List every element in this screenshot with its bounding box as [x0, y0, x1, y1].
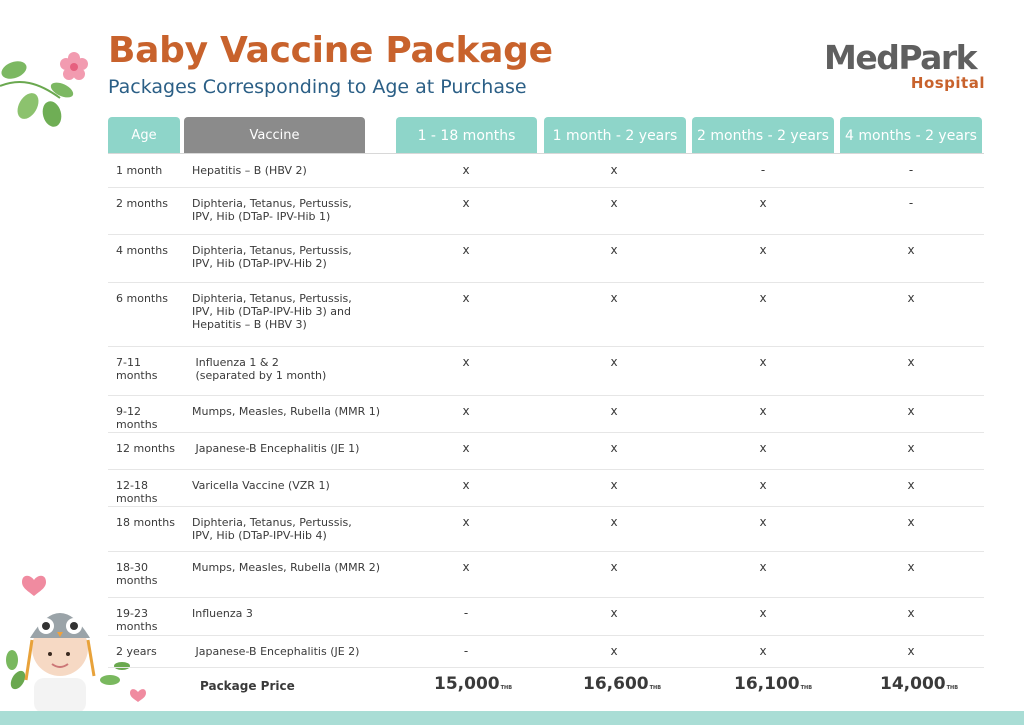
vaccine-cell [192, 244, 352, 270]
vaccine-cell [192, 516, 352, 542]
vaccine-line: IPV, Hib (DTaP-IPV-Hib 2) [192, 257, 327, 270]
price-package-2: 16,600THB [583, 674, 662, 694]
package-mark-1: x [462, 404, 470, 418]
age-line: 7-11 [116, 356, 141, 369]
vaccine-line: IPV, Hib (DTaP-IPV-Hib 3) and [192, 305, 351, 318]
vaccine-line: Mumps, Measles, Rubella (MMR 2) [192, 561, 381, 574]
table-row [108, 551, 984, 598]
vaccine-line: Diphteria, Tetanus, Pertussis, [192, 197, 352, 210]
header-package-4: 4 months - 2 years [840, 117, 982, 153]
price-package-4: 14,000THB [880, 674, 959, 694]
vaccine-cell [192, 356, 326, 382]
age-line: 2 months [116, 197, 168, 210]
age-cell [116, 164, 162, 177]
package-mark-4: x [907, 560, 915, 574]
vaccine-cell [192, 479, 330, 492]
vaccine-line: Japanese-B Encephalitis (JE 1) [192, 442, 360, 455]
vaccine-cell [192, 292, 352, 331]
package-mark-3: x [759, 196, 767, 210]
vaccine-cell [192, 645, 359, 658]
package-mark-4: x [907, 355, 915, 369]
vaccine-line: Varicella Vaccine (VZR 1) [192, 479, 330, 492]
package-price-label: Package Price [200, 679, 295, 693]
table-row [108, 635, 984, 668]
age-line: 18 months [116, 516, 175, 529]
package-mark-4: x [907, 606, 915, 620]
vaccine-line: Hepatitis – B (HBV 2) [192, 164, 307, 177]
age-line: 1 month [116, 164, 163, 177]
vaccine-line: IPV, Hib (DTaP- IPV-Hib 1) [192, 210, 331, 223]
vaccine-cell [192, 607, 253, 620]
page-title: Baby Vaccine Package [108, 30, 553, 71]
package-mark-3: x [759, 478, 767, 492]
table-row [108, 597, 984, 636]
package-mark-2: x [610, 606, 618, 620]
vaccine-line: (separated by 1 month) [192, 369, 327, 382]
age-cell [116, 479, 157, 505]
table-row [108, 346, 984, 396]
package-mark-4: - [908, 163, 914, 177]
vaccine-line: Japanese-B Encephalitis (JE 2) [192, 645, 360, 658]
age-line: months [116, 369, 158, 382]
age-cell [116, 607, 157, 633]
age-cell [116, 442, 175, 455]
vaccine-cell [192, 405, 380, 418]
package-mark-2: x [610, 515, 618, 529]
package-mark-1: x [462, 163, 470, 177]
table-row [108, 395, 984, 433]
package-mark-2: x [610, 644, 618, 658]
package-mark-3: x [759, 560, 767, 574]
page-subtitle: Packages Corresponding to Age at Purchase [108, 76, 527, 98]
package-mark-3: - [760, 163, 766, 177]
package-mark-4: x [907, 478, 915, 492]
package-mark-2: x [610, 291, 618, 305]
package-mark-1: x [462, 355, 470, 369]
header-package-3: 2 months - 2 years [692, 117, 834, 153]
age-line: 12 months [116, 442, 175, 455]
package-mark-1: - [463, 644, 469, 658]
age-cell [116, 561, 157, 587]
vaccine-line: Mumps, Measles, Rubella (MMR 1) [192, 405, 381, 418]
vaccine-line: Diphteria, Tetanus, Pertussis, [192, 516, 352, 529]
vaccine-line: Diphteria, Tetanus, Pertussis, [192, 292, 352, 305]
vaccine-line: Influenza 1 & 2 [192, 356, 279, 369]
vaccine-line: IPV, Hib (DTaP-IPV-Hib 4) [192, 529, 327, 542]
header-package-1: 1 - 18 months [396, 117, 537, 153]
age-cell [116, 197, 168, 210]
price-package-1: 15,000THB [434, 674, 513, 694]
package-mark-4: x [907, 291, 915, 305]
medpark-logo [824, 40, 989, 95]
header-age: Age [108, 117, 180, 153]
package-mark-1: x [462, 478, 470, 492]
package-mark-4: x [907, 441, 915, 455]
table-row [108, 234, 984, 283]
header-vaccine: Vaccine [184, 117, 365, 153]
package-mark-4: x [907, 515, 915, 529]
package-mark-3: x [759, 606, 767, 620]
vaccine-line: Hepatitis – B (HBV 3) [192, 318, 307, 331]
vaccine-cell [192, 442, 359, 455]
package-mark-2: x [610, 478, 618, 492]
vaccine-line: Influenza 3 [192, 607, 253, 620]
age-cell [116, 356, 157, 382]
package-mark-3: x [759, 515, 767, 529]
age-line: 18-30 [116, 561, 148, 574]
table-row [108, 282, 984, 347]
vaccine-cell [192, 164, 307, 177]
package-mark-3: x [759, 644, 767, 658]
package-mark-3: x [759, 243, 767, 257]
package-mark-3: x [759, 441, 767, 455]
age-line: months [116, 620, 158, 633]
vaccine-cell [192, 197, 352, 223]
package-mark-1: x [462, 560, 470, 574]
age-line: months [116, 574, 158, 587]
package-mark-3: x [759, 404, 767, 418]
table-row [108, 432, 984, 470]
package-mark-4: x [907, 404, 915, 418]
package-mark-2: x [610, 404, 618, 418]
package-mark-4: - [908, 196, 914, 210]
age-line: months [116, 492, 158, 505]
age-cell [116, 645, 157, 658]
flower-leaves-decoration [0, 48, 100, 138]
logo-main-text: MedPark [824, 38, 977, 77]
package-mark-3: x [759, 355, 767, 369]
package-mark-4: x [907, 243, 915, 257]
table-row [108, 187, 984, 235]
price-package-3: 16,100THB [734, 674, 813, 694]
table-row [108, 469, 984, 507]
age-line: 6 months [116, 292, 168, 305]
package-mark-1: x [462, 515, 470, 529]
package-mark-1: - [463, 606, 469, 620]
age-line: months [116, 418, 158, 431]
header-package-2: 1 month - 2 years [544, 117, 686, 153]
package-mark-4: x [907, 644, 915, 658]
age-line: 12-18 [116, 479, 148, 492]
age-cell [116, 244, 168, 257]
age-cell [116, 405, 157, 431]
age-cell [116, 292, 168, 305]
package-mark-1: x [462, 196, 470, 210]
package-mark-2: x [610, 243, 618, 257]
vaccine-line: Diphteria, Tetanus, Pertussis, [192, 244, 352, 257]
bottom-bar [0, 711, 1024, 725]
package-mark-2: x [610, 441, 618, 455]
package-mark-3: x [759, 291, 767, 305]
age-line: 2 years [116, 645, 157, 658]
package-mark-1: x [462, 291, 470, 305]
age-line: 19-23 [116, 607, 148, 620]
logo-sub-text: Hospital [910, 74, 985, 92]
package-mark-2: x [610, 560, 618, 574]
vaccine-cell [192, 561, 380, 574]
age-line: 9-12 [116, 405, 141, 418]
age-cell [116, 516, 175, 529]
age-line: 4 months [116, 244, 168, 257]
table-row [108, 506, 984, 552]
package-mark-2: x [610, 163, 618, 177]
package-mark-2: x [610, 196, 618, 210]
package-mark-1: x [462, 441, 470, 455]
table-row [108, 154, 984, 188]
package-mark-1: x [462, 243, 470, 257]
package-mark-2: x [610, 355, 618, 369]
